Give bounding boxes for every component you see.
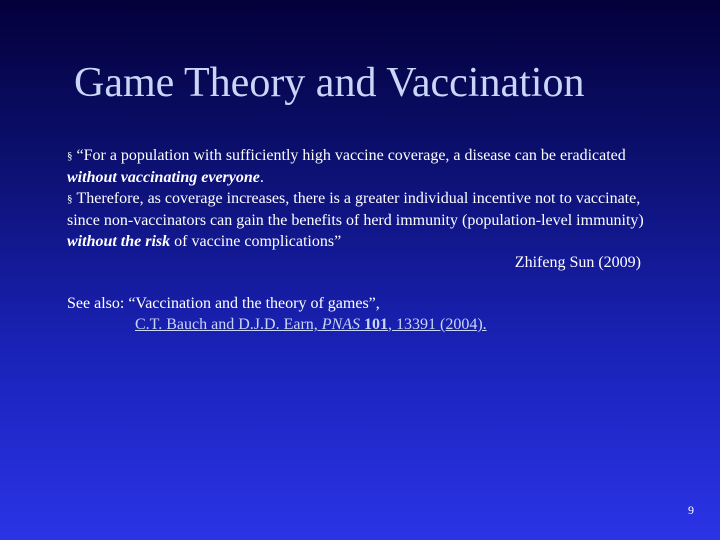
reference-journal: PNAS [321,316,360,333]
reference-pages: , 13391 (2004). [388,316,487,333]
bullet-2-text-post: of vaccine complications” [170,233,342,250]
bullet-2-emphasis: without the risk [67,233,171,250]
reference-authors: C.T. Bauch and D.J.D. Earn, [135,316,322,333]
see-also-label: See also: “Vaccination and the theory of games”, [67,295,380,312]
bullet-1-text-pre: “For a population with sufficiently high vaccine coverage, a disease can be eradicated [76,147,626,164]
reference-volume: 101 [364,316,388,333]
slide-title: Game Theory and Vaccination [74,60,585,106]
bullet-1-text-post: . [259,169,264,186]
quote-bullet-2 [67,188,677,252]
quote-bullet-1 [67,145,677,188]
quote-attribution: Zhifeng Sun (2009) [514,254,641,271]
bullet-marker-icon: § [67,150,73,162]
bullet-2-text-pre: Therefore, as coverage increases, there is a greater individual incentive not to vaccinate, since non-vaccinators can gain the benefits of herd immunity (population-level immunity) [67,190,644,229]
bullet-marker-icon: § [67,193,73,205]
page-number: 9 [688,503,694,517]
see-also-section [67,293,687,335]
reference-link[interactable] [135,314,487,335]
bullet-1-emphasis: without vaccinating everyone [67,169,260,186]
quote-block [67,145,677,273]
